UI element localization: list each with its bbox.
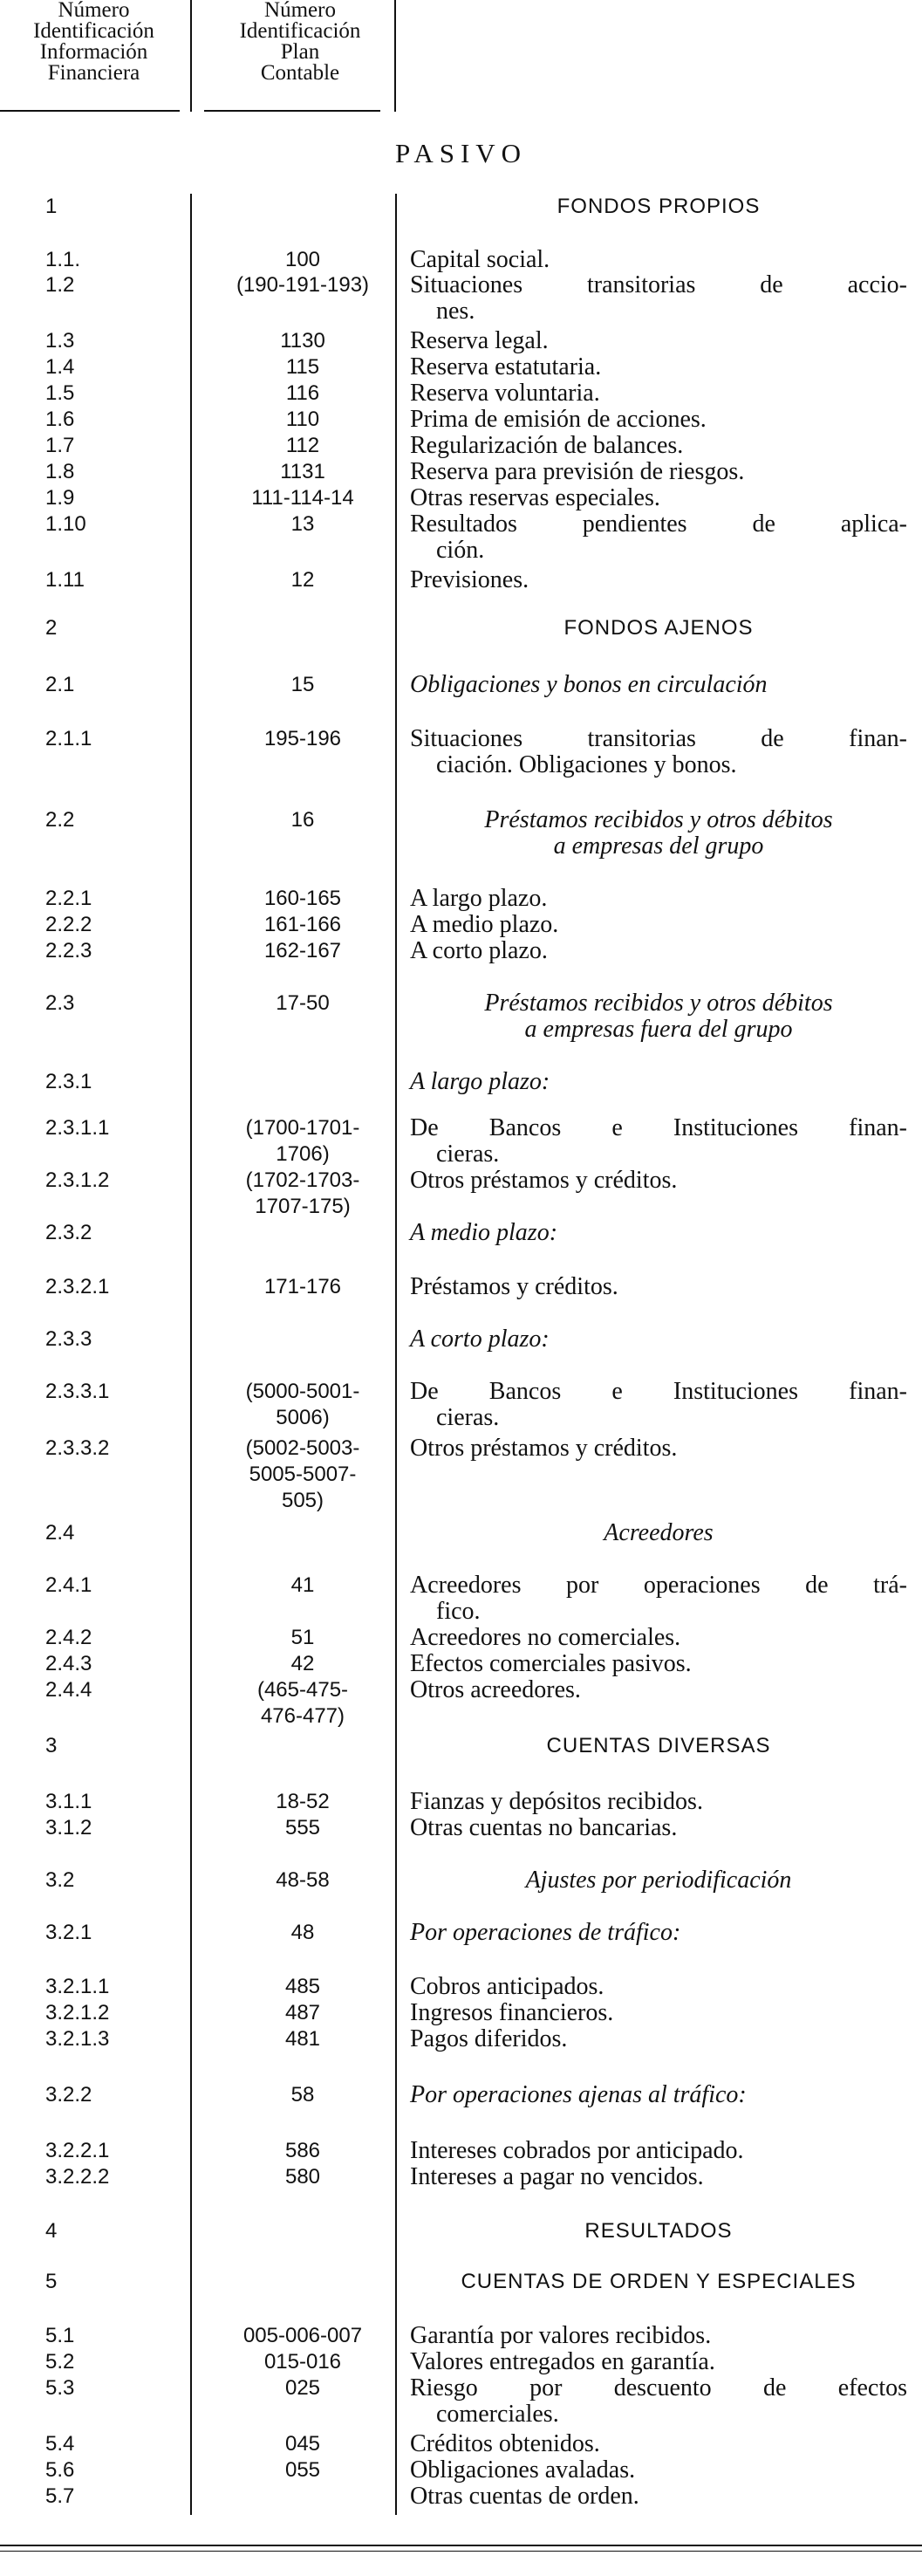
description-line: Intereses a pagar no vencidos. — [410, 2163, 704, 2190]
description-line: CUENTAS DE ORDEN Y ESPECIALES — [461, 2270, 857, 2293]
description-line: Efectos comerciales pasivos. — [410, 1650, 692, 1677]
description-cell — [410, 886, 907, 912]
account-code-cell: 487 — [284, 2001, 321, 2024]
financial-id-cell: 3.1.2 — [45, 1816, 92, 1840]
account-code-cell: 025 — [284, 2376, 321, 2400]
description-line: ciación. Obligaciones y bonos. — [436, 751, 737, 778]
account-code-cell: (1702-1703- 1707-175) — [245, 1168, 360, 1218]
description-line: Prima de emisión de acciones. — [410, 406, 707, 433]
financial-id-cell: 2.3.1.1 — [45, 1116, 110, 1140]
financial-id-cell: 1 — [45, 195, 58, 218]
description-line: Acreedores — [604, 1519, 714, 1546]
column-divider — [190, 194, 192, 2515]
financial-id-cell: 2.1 — [45, 673, 75, 696]
description-line: Obligaciones y bonos en circulación — [410, 671, 768, 698]
description-cell — [410, 1220, 907, 1246]
header-line: Número — [58, 0, 130, 22]
description-cell — [410, 1326, 907, 1353]
description-line: a empresas del grupo — [553, 832, 764, 860]
description-line: Pagos diferidos. — [410, 2025, 568, 2052]
header-line: Financiera — [47, 61, 140, 85]
account-code-cell: 162-167 — [263, 939, 342, 963]
description-line: Acreedores por operaciones de trá- — [410, 1572, 907, 1599]
financial-id-cell: 3 — [45, 1734, 58, 1757]
description-line: Reserva legal. — [410, 327, 549, 354]
description-cell — [410, 1625, 907, 1651]
account-code-cell: (190-191-193) — [236, 273, 370, 297]
description-cell — [410, 1520, 907, 1546]
description-line: RESULTADOS — [584, 2219, 733, 2243]
description-line: A medio plazo. — [410, 911, 559, 938]
description-cell — [410, 2218, 907, 2244]
financial-id-cell: 1.3 — [45, 329, 75, 353]
description-line: Préstamos recibidos y otros débitos — [484, 806, 833, 833]
financial-id-cell: 2.2.3 — [45, 939, 92, 963]
description-cell — [410, 354, 907, 380]
description-cell — [410, 2164, 907, 2190]
description-line: Acreedores no comerciales. — [410, 1624, 681, 1651]
account-code-cell: 51 — [290, 1626, 315, 1649]
description-line: cieras. — [436, 1404, 500, 1431]
financial-id-cell: 3.2.1 — [45, 1921, 92, 1944]
financial-id-cell: 2.3 — [45, 991, 75, 1015]
financial-id-cell: 1.6 — [45, 408, 75, 431]
description-cell — [410, 567, 907, 593]
description-line: Reserva voluntaria. — [410, 380, 600, 407]
financial-id-cell: 1.11 — [45, 568, 85, 592]
account-code-cell: (5002-5003- 5005-5007- 505) — [245, 1436, 360, 1512]
account-code-cell: 586 — [284, 2139, 321, 2162]
financial-id-cell: 5.2 — [45, 2350, 75, 2374]
description-line: Ajustes por periodificación — [525, 1867, 792, 1894]
account-code-cell: 161-166 — [263, 913, 342, 936]
description-cell — [410, 615, 907, 641]
financial-id-cell: 2.3.2 — [45, 1221, 92, 1244]
description-line: FONDOS AJENOS — [563, 616, 754, 640]
description-cell — [410, 194, 907, 220]
bottom-rule — [0, 2551, 922, 2552]
account-code-cell: 48 — [290, 1921, 315, 1944]
bottom-rule — [0, 2545, 922, 2546]
financial-id-cell: 5.6 — [45, 2458, 75, 2482]
description-line: ción. — [436, 537, 485, 564]
header-underline — [0, 110, 180, 112]
financial-id-cell: 5.3 — [45, 2376, 75, 2400]
description-line: A corto plazo. — [410, 937, 548, 964]
financial-id-cell: 2.2 — [45, 808, 75, 832]
description-cell — [410, 2349, 907, 2375]
description-cell — [410, 672, 907, 698]
description-line: A medio plazo: — [410, 1219, 558, 1246]
financial-id-cell: 2.4.2 — [45, 1626, 92, 1649]
financial-id-cell: 2.3.1.2 — [45, 1168, 110, 1192]
description-cell — [410, 1115, 907, 1168]
financial-id-cell: 3.2 — [45, 1868, 75, 1892]
financial-id-cell: 3.2.1.1 — [45, 1975, 110, 1998]
description-cell — [410, 272, 907, 325]
description-line: Otras reservas especiales. — [410, 484, 660, 511]
description-cell — [410, 2138, 907, 2164]
description-line: Otros préstamos y créditos. — [410, 1435, 678, 1462]
description-cell — [410, 912, 907, 938]
description-line: Regularización de balances. — [410, 432, 684, 459]
description-cell — [410, 1379, 907, 1431]
account-code-cell: 195-196 — [263, 727, 342, 750]
description-cell — [410, 1867, 907, 1894]
description-line: Reserva estatutaria. — [410, 353, 602, 380]
description-line: Intereses cobrados por anticipado. — [410, 2137, 744, 2164]
account-code-cell: 1131 — [280, 460, 325, 483]
description-line: De Bancos e Instituciones finan- — [410, 1114, 907, 1141]
description-line: Ingresos financieros. — [410, 1999, 614, 2026]
description-cell — [410, 459, 907, 485]
description-line: De Bancos e Instituciones finan- — [410, 1378, 907, 1405]
financial-id-cell: 2.4.4 — [45, 1678, 92, 1702]
description-cell — [410, 807, 907, 860]
account-code-cell: 055 — [284, 2458, 321, 2482]
description-cell — [410, 726, 907, 778]
description-line: Por operaciones de tráfico: — [410, 1919, 681, 1946]
financial-id-cell: 1.4 — [45, 355, 75, 379]
account-code-cell: 111-114-14 — [251, 486, 354, 510]
description-line: Otras cuentas no bancarias. — [410, 1814, 678, 1841]
description-cell — [410, 485, 907, 511]
description-cell — [410, 1274, 907, 1300]
financial-id-cell: 2.3.3 — [45, 1327, 92, 1351]
description-cell — [410, 1572, 907, 1625]
financial-id-cell: 2.3.3.2 — [45, 1436, 110, 1460]
financial-id-cell: 5 — [45, 2270, 58, 2293]
description-line: a empresas fuera del grupo — [524, 1016, 793, 1043]
description-cell — [410, 328, 907, 354]
description-line: Otros préstamos y créditos. — [410, 1167, 678, 1194]
account-code-cell: 115 — [285, 355, 320, 379]
account-code-cell: 17-50 — [276, 991, 330, 1015]
account-code-cell: 58 — [290, 2083, 315, 2107]
description-line: CUENTAS DIVERSAS — [546, 1734, 771, 1757]
account-code-cell: 045 — [284, 2432, 321, 2456]
financial-id-cell: 2.2.1 — [45, 887, 92, 910]
description-cell — [410, 2431, 907, 2457]
description-line: Previsiones. — [410, 566, 529, 593]
description-line: Resultados pendientes de aplica- — [410, 510, 907, 538]
account-code-cell: 41 — [290, 1573, 315, 1597]
account-code-cell: 580 — [284, 2165, 321, 2189]
account-code-cell: 42 — [290, 1652, 315, 1675]
account-code-cell: 1130 — [280, 329, 325, 353]
account-code-cell: 16 — [290, 808, 315, 832]
description-cell — [410, 1168, 907, 1194]
description-line: Valores entregados en garantía. — [410, 2348, 715, 2375]
financial-id-cell: 5.7 — [45, 2484, 75, 2508]
description-line: Cobros anticipados. — [410, 1973, 604, 2000]
header-line: Información — [39, 40, 148, 64]
description-cell — [410, 2026, 907, 2052]
description-cell — [410, 407, 907, 433]
description-line: Situaciones transitorias de finan- — [410, 725, 907, 752]
account-code-cell: 15 — [290, 673, 315, 696]
description-cell — [410, 1677, 907, 1703]
header-line: Plan — [280, 40, 320, 64]
financial-id-cell: 3.2.1.3 — [45, 2027, 110, 2051]
account-code-cell: 100 — [284, 248, 321, 271]
financial-id-cell: 1.5 — [45, 381, 75, 405]
financial-id-cell: 3.2.2.2 — [45, 2165, 110, 2189]
account-code-cell: 555 — [284, 1816, 321, 1840]
description-cell — [410, 1069, 907, 1095]
description-line: Capital social. — [410, 246, 550, 273]
page-title: PASIVO — [394, 138, 528, 168]
description-line: A largo plazo. — [410, 885, 548, 912]
financial-id-cell: 2.1.1 — [45, 727, 92, 750]
account-code-cell: 171-176 — [263, 1275, 342, 1298]
description-cell — [410, 511, 907, 564]
description-line: fico. — [436, 1598, 481, 1625]
description-line: FONDOS PROPIOS — [557, 195, 761, 218]
description-cell — [410, 938, 907, 964]
financial-id-cell: 1.9 — [45, 486, 75, 510]
header-divider — [394, 0, 396, 112]
description-line: A largo plazo: — [410, 1068, 550, 1095]
header-line: Número — [264, 0, 336, 22]
financial-id-cell: 2 — [45, 616, 58, 640]
header-line: Contable — [260, 61, 340, 85]
account-code-cell: 015-016 — [263, 2350, 342, 2374]
account-code-cell: 18-52 — [276, 1790, 330, 1813]
financial-id-cell: 3.2.2.1 — [45, 2139, 110, 2162]
financial-id-cell: 2.4.3 — [45, 1652, 92, 1675]
description-line: Préstamos recibidos y otros débitos — [484, 990, 833, 1017]
description-cell — [410, 1815, 907, 1841]
description-line: Situaciones transitorias de accio- — [410, 271, 907, 298]
financial-id-cell: 2.3.2.1 — [45, 1275, 110, 1298]
header-line: Identificación — [239, 19, 361, 43]
description-cell — [410, 1920, 907, 1946]
account-code-cell: 160-165 — [263, 887, 342, 910]
account-code-cell: 005-006-007 — [242, 2324, 363, 2347]
account-code-cell: 110 — [285, 408, 320, 431]
description-cell — [410, 2457, 907, 2484]
description-cell — [410, 2323, 907, 2349]
account-code-cell: (465-475- 476-477) — [256, 1678, 349, 1728]
description-line: Préstamos y créditos. — [410, 1273, 618, 1300]
description-line: comerciales. — [436, 2401, 559, 2428]
account-code-cell: 485 — [284, 1975, 321, 1998]
description-line: A corto plazo: — [410, 1326, 550, 1353]
account-code-cell: 481 — [284, 2027, 321, 2051]
description-cell — [410, 1789, 907, 1815]
description-line: cieras. — [436, 1141, 500, 1168]
description-line: Por operaciones ajenas al tráfico: — [410, 2081, 747, 2108]
account-code-cell: 116 — [285, 381, 320, 405]
description-line: Garantía por valores recibidos. — [410, 2322, 712, 2349]
financial-id-cell: 3.1.1 — [45, 1790, 92, 1813]
financial-id-cell: 1.10 — [45, 512, 86, 536]
description-cell — [410, 2269, 907, 2295]
financial-id-cell: 2.3.3.1 — [45, 1380, 110, 1403]
financial-id-cell: 3.2.1.2 — [45, 2001, 110, 2024]
header-underline — [204, 110, 380, 112]
description-cell — [410, 1651, 907, 1677]
financial-id-cell: 1.8 — [45, 460, 75, 483]
financial-id-cell: 2.4 — [45, 1521, 75, 1545]
description-cell — [410, 2082, 907, 2108]
description-line: Reserva para previsión de riesgos. — [410, 458, 745, 485]
description-line: Fianzas y depósitos recibidos. — [410, 1788, 703, 1815]
header-col-accounting-plan-id — [195, 0, 405, 84]
account-code-cell: 13 — [290, 512, 315, 536]
description-cell — [410, 1435, 907, 1462]
financial-id-cell: 2.3.1 — [45, 1070, 92, 1093]
account-code-cell: (1700-1701- 1706) — [245, 1116, 360, 1166]
financial-id-cell: 5.1 — [45, 2324, 75, 2347]
account-code-cell: 112 — [285, 434, 320, 457]
description-line: Otros acreedores. — [410, 1676, 581, 1703]
description-cell — [410, 2375, 907, 2428]
financial-id-cell: 1.7 — [45, 434, 75, 457]
financial-id-cell: 3.2.2 — [45, 2083, 92, 2107]
financial-id-cell: 5.4 — [45, 2432, 75, 2456]
description-line: Obligaciones avaladas. — [410, 2456, 636, 2484]
description-cell — [410, 380, 907, 407]
financial-id-cell: 2.2.2 — [45, 913, 92, 936]
financial-id-cell: 2.4.1 — [45, 1573, 92, 1597]
description-cell — [410, 433, 907, 459]
header-line: Identificación — [33, 19, 154, 43]
description-line: Créditos obtenidos. — [410, 2430, 600, 2457]
header-divider — [190, 0, 192, 112]
description-cell — [410, 990, 907, 1043]
financial-id-cell: 4 — [45, 2219, 58, 2243]
financial-id-cell: 1.1. — [45, 248, 81, 271]
financial-id-cell: 1.2 — [45, 273, 75, 297]
description-cell — [410, 1733, 907, 1759]
description-cell — [410, 2000, 907, 2026]
header-col-financial-id — [0, 0, 188, 84]
description-line: Otras cuentas de orden. — [410, 2483, 639, 2510]
description-cell — [410, 1974, 907, 2000]
description-line: Riesgo por descuento de efectos — [410, 2374, 907, 2401]
account-code-cell: (5000-5001- 5006) — [245, 1380, 360, 1429]
description-cell — [410, 247, 907, 273]
description-line: nes. — [436, 298, 475, 325]
account-code-cell: 12 — [290, 568, 315, 592]
account-code-cell: 48-58 — [276, 1868, 330, 1892]
description-cell — [410, 2484, 907, 2510]
